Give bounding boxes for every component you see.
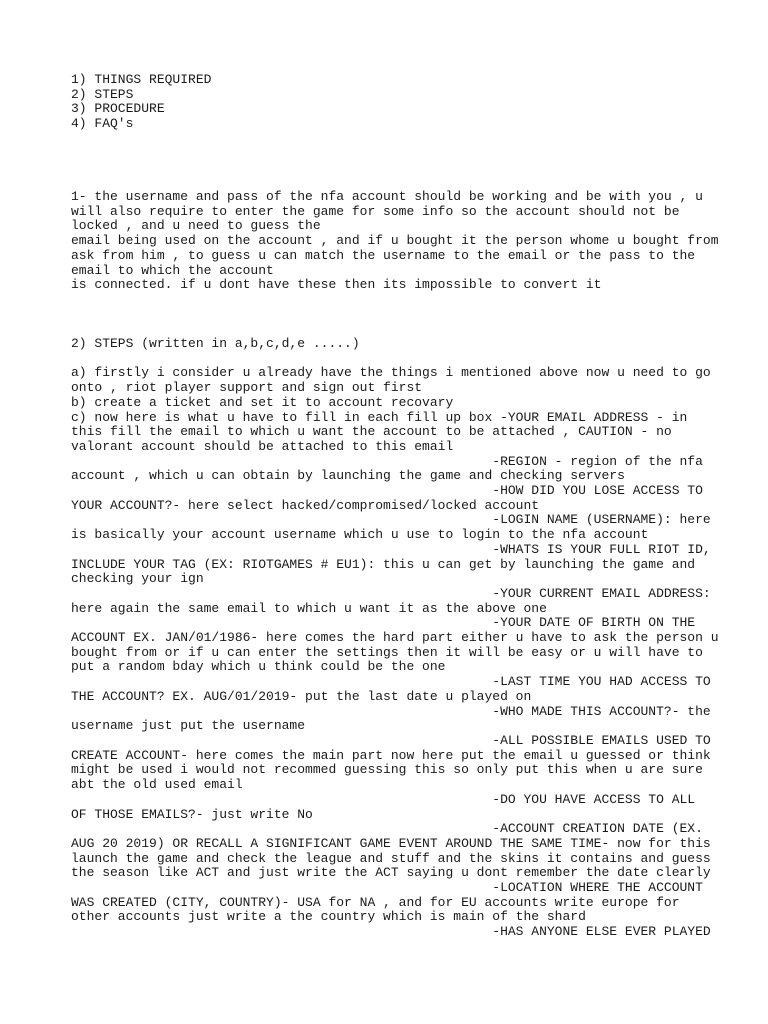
section-things-required — [71, 190, 719, 293]
step-line: is basically your account username which u use to login to the nfa account — [71, 527, 649, 543]
step-line: -YOUR CURRENT EMAIL ADDRESS: — [71, 585, 711, 601]
paragraph-line: email being used on the account , and if u bought it the person whome u bought from — [71, 233, 719, 249]
step-line: -DO YOU HAVE ACCESS TO ALL — [71, 791, 696, 807]
step-line: -REGION - region of the nfa — [71, 453, 703, 469]
paragraph-line: 1- the username and pass of the nfa account should be working and be with you , u — [71, 189, 703, 204]
step-line: CREATE ACCOUNT- here comes the main part now here put the email u guessed or think — [71, 747, 711, 763]
toc-item-faqs: 4) FAQ's — [71, 116, 134, 132]
step-line: launch the game and check the league and stuff and the skins it contains and guess — [71, 850, 711, 866]
step-line: this fill the email to which u want the account to be attached , CAUTION - no — [71, 424, 672, 440]
step-line: ACCOUNT EX. JAN/01/1986- here comes the hard part either u have to ask the person u — [71, 630, 719, 646]
toc-item-things-required: 1) THINGS REQUIRED — [71, 72, 212, 87]
paragraph-line: email to which the account — [71, 262, 274, 278]
paragraph-line: will also require to enter the game for some info so the account should not be — [71, 203, 680, 219]
step-line: the season like ACT and just write the ACT saying u dont remember the date clearly — [71, 865, 711, 881]
step-line: -ACCOUNT CREATION DATE (EX. — [71, 821, 703, 837]
step-line: WAS CREATED (CITY, COUNTRY)- USA for NA , and for EU accounts write europe for — [71, 894, 680, 910]
section-heading: 2) STEPS (written in a,b,c,d,e .....) — [71, 336, 360, 351]
step-line: YOUR ACCOUNT?- here select hacked/compromised/locked account — [71, 497, 540, 513]
step-line: -LOGIN NAME (USERNAME): here — [71, 512, 711, 528]
step-line: -HAS ANYONE ELSE EVER PLAYED — [71, 924, 711, 940]
paragraph-line: is connected. if u dont have these then its impossible to convert it — [71, 277, 602, 293]
paragraph-line: locked , and u need to guess the — [71, 218, 321, 234]
step-line: c) now here is what u have to fill in each fill up box -YOUR EMAIL ADDRESS - in — [71, 409, 688, 425]
step-line: checking your ign — [71, 571, 204, 587]
toc-item-procedure: 3) PROCEDURE — [71, 101, 165, 117]
step-line: username just put the username — [71, 718, 306, 734]
step-line: bought from or if u can enter the settings then it will be easy or u will have to — [71, 644, 703, 660]
paragraph-line: ask from him , to guess u can match the username to the email or the pass to the — [71, 247, 696, 263]
step-line: b) create a ticket and set it to account recovary — [71, 394, 454, 410]
step-line: -LOCATION WHERE THE ACCOUNT — [71, 880, 703, 896]
step-line: -WHATS IS YOUR FULL RIOT ID, — [71, 541, 711, 557]
step-line: abt the old used email — [71, 777, 243, 793]
section-steps — [71, 337, 719, 940]
step-line: here again the same email to which u want it as the above one — [71, 600, 547, 616]
step-line: INCLUDE YOUR TAG (EX: RIOTGAMES # EU1): this u can get by launching the game and — [71, 556, 696, 572]
step-line: might be used i would not recommed guessing this so only put this when u are sure — [71, 762, 703, 778]
step-line: -LAST TIME YOU HAD ACCESS TO — [71, 674, 711, 690]
step-line: -YOUR DATE OF BIRTH ON THE — [71, 615, 696, 631]
step-line: account , which u can obtain by launching the game and checking servers — [71, 468, 625, 484]
table-of-contents — [71, 73, 211, 132]
step-line: -WHO MADE THIS ACCOUNT?- the — [71, 703, 711, 719]
step-line: -ALL POSSIBLE EMAILS USED TO — [71, 732, 711, 748]
step-line: a) firstly i consider u already have the things i mentioned above now u need to go — [71, 365, 711, 381]
step-line: THE ACCOUNT? EX. AUG/01/2019- put the last date u played on — [71, 688, 532, 704]
toc-item-steps: 2) STEPS — [71, 86, 134, 102]
step-line: OF THOSE EMAILS?- just write No — [71, 806, 313, 822]
step-line: other accounts just write a the country which is main of the shard — [71, 909, 586, 925]
step-line: -HOW DID YOU LOSE ACCESS TO — [71, 483, 703, 499]
step-line: onto , riot player support and sign out first — [71, 380, 423, 396]
step-line: put a random bday which u think could be the one — [71, 659, 446, 675]
step-line: AUG 20 2019) OR RECALL A SIGNIFICANT GAME EVENT AROUND THE SAME TIME- now for this — [71, 835, 711, 851]
step-line: valorant account should be attached to this email — [71, 438, 454, 454]
